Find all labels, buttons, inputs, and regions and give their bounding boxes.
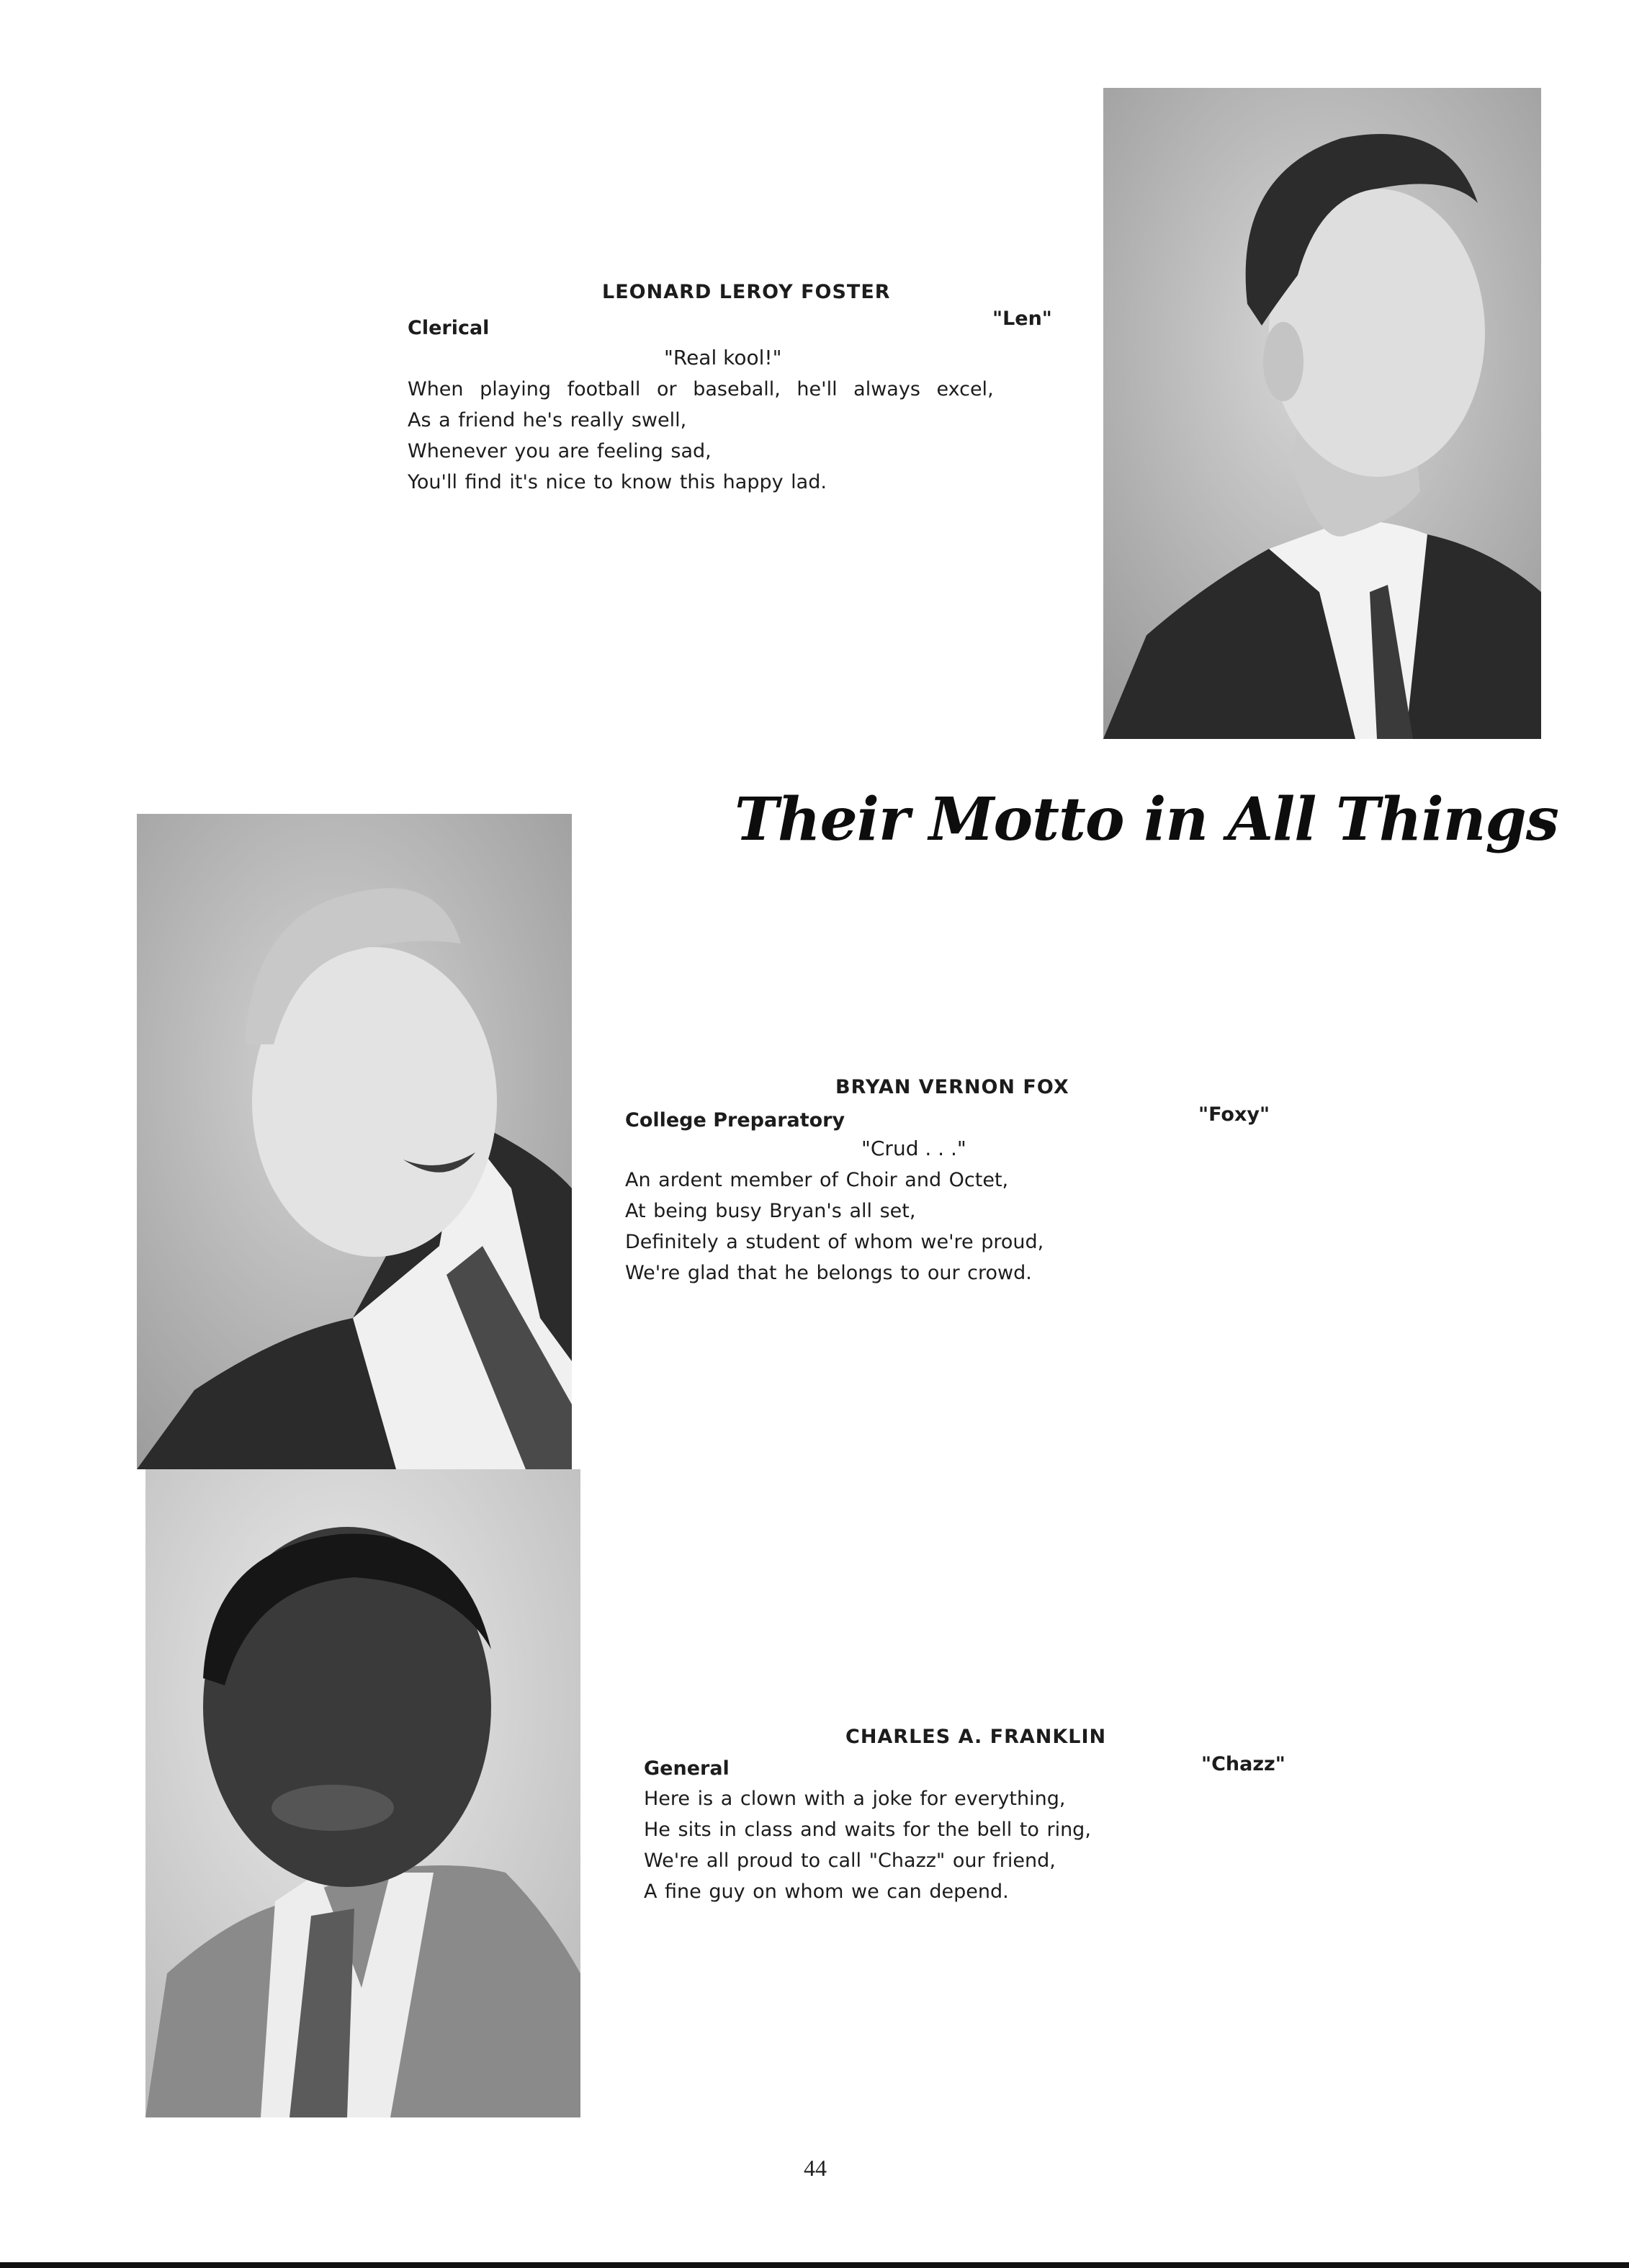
page-heading: Their Motto in All Things bbox=[735, 785, 1558, 854]
verse-line: Whenever you are feeling sad, bbox=[408, 440, 712, 462]
student-name: LEONARD LEROY FOSTER bbox=[602, 281, 891, 303]
portrait-photo-fox bbox=[137, 814, 572, 1469]
verse-line: Definitely a student of whom we're proud, bbox=[625, 1231, 1044, 1253]
student-quote: "Crud . . ." bbox=[861, 1137, 966, 1160]
verse-line: We're glad that he belongs to our crowd. bbox=[625, 1262, 1032, 1284]
student-verse bbox=[408, 374, 994, 498]
student-quote: "Real kool!" bbox=[664, 346, 782, 369]
verse-line: You'll find it's nice to know this happy lad. bbox=[408, 471, 827, 493]
page-number: 44 bbox=[804, 2155, 827, 2181]
student-name: BRYAN VERNON FOX bbox=[835, 1076, 1069, 1098]
verse-line: A fine guy on whom we can depend. bbox=[644, 1881, 1009, 1903]
student-course: College Preparatory bbox=[625, 1109, 845, 1131]
scan-edge bbox=[0, 2262, 1629, 2268]
student-course: Clerical bbox=[408, 317, 490, 339]
student-verse bbox=[625, 1165, 1044, 1288]
verse-line: We're all proud to call "Chazz" our friend, bbox=[644, 1850, 1056, 1872]
student-name: CHARLES A. FRANKLIN bbox=[845, 1726, 1107, 1748]
student-nickname: "Len" bbox=[992, 308, 1052, 330]
portrait-photo-franklin bbox=[145, 1469, 580, 2117]
verse-line: An ardent member of Choir and Octet, bbox=[625, 1169, 1009, 1191]
verse-line: Here is a clown with a joke for everything, bbox=[644, 1788, 1066, 1810]
verse-line: He sits in class and waits for the bell to ring, bbox=[644, 1819, 1091, 1841]
verse-line: As a friend he's really swell, bbox=[408, 409, 687, 431]
verse-line: When playing football or baseball, he'll always excel, bbox=[408, 378, 994, 400]
student-nickname: "Foxy" bbox=[1198, 1103, 1270, 1126]
student-course: General bbox=[644, 1757, 730, 1780]
student-verse bbox=[644, 1783, 1091, 1907]
verse-line: At being busy Bryan's all set, bbox=[625, 1200, 916, 1222]
portrait-photo-foster bbox=[1103, 88, 1541, 739]
student-nickname: "Chazz" bbox=[1201, 1753, 1285, 1775]
